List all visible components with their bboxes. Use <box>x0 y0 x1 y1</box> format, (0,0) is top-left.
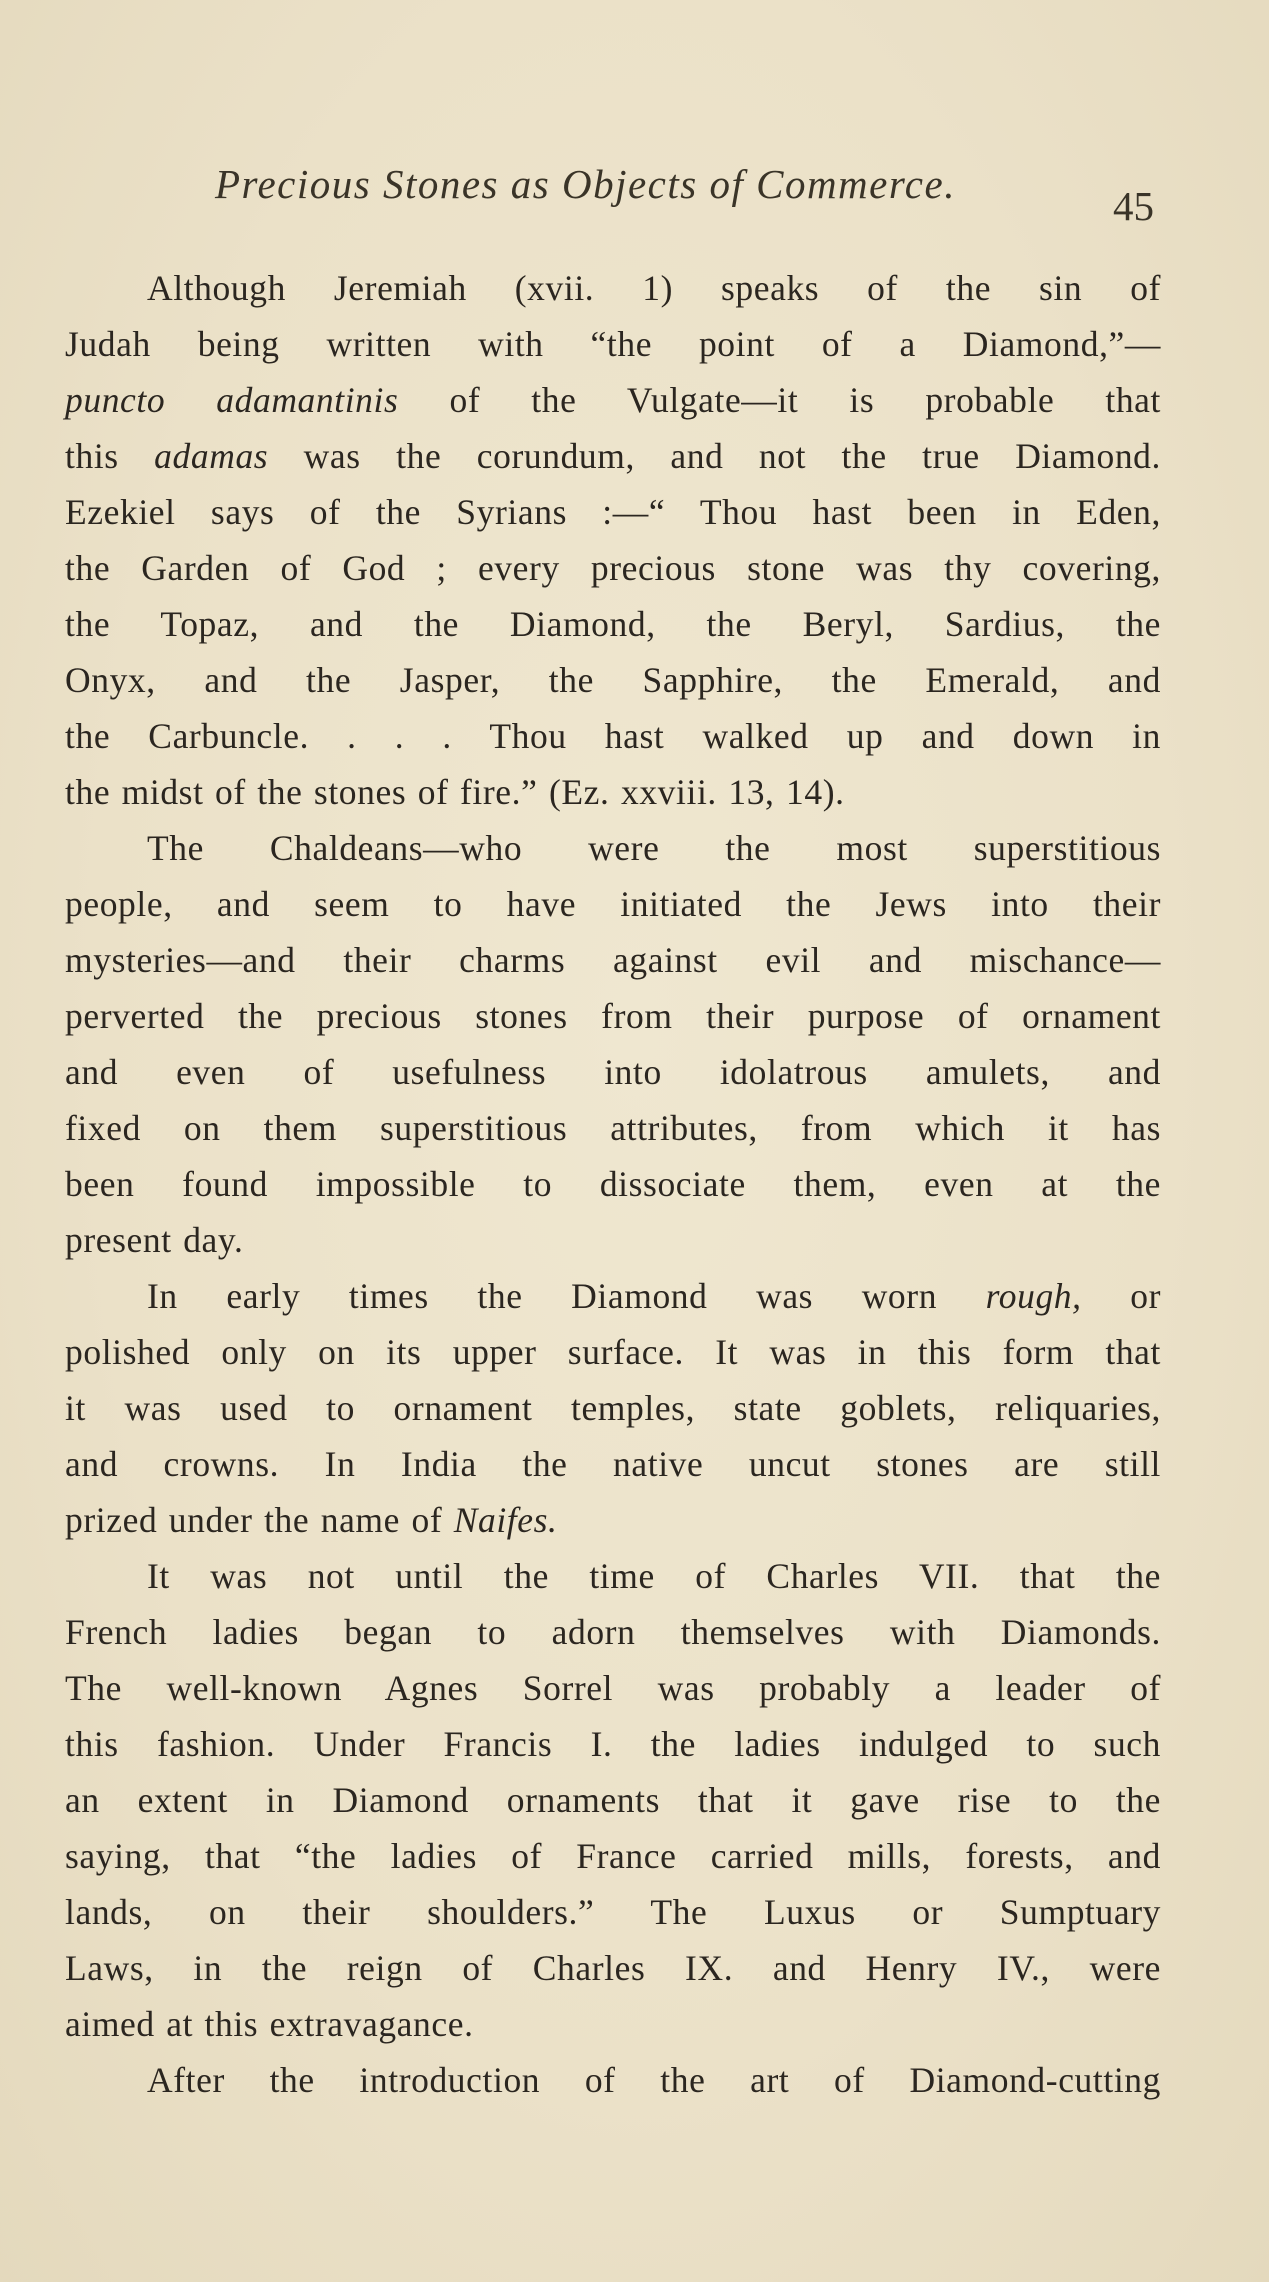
text-line <box>65 1324 1161 1380</box>
text-line <box>65 932 1161 988</box>
italic-text: adamas <box>154 436 269 476</box>
text-line <box>65 1884 1161 1940</box>
text-line <box>65 988 1161 1044</box>
text-segment: The well-known Agnes Sorrel was probably a leader of <box>65 1668 1161 1708</box>
running-title: Precious Stones as Objects of Commerce. <box>215 161 956 207</box>
body-text <box>65 260 1161 2108</box>
italic-text: Naifes. <box>453 1500 558 1540</box>
text-segment: fixed on them superstitious attributes, from which it has <box>65 1108 1161 1148</box>
text-segment: French ladies began to adorn themselves with Diamonds. <box>65 1612 1161 1652</box>
text-line <box>65 652 1161 708</box>
text-segment: the Carbuncle. . . . Thou hast walked up and down in <box>65 716 1161 756</box>
text-line <box>65 1996 1161 2052</box>
text-segment: Judah being written with “the point of a Diamond,”— <box>65 324 1161 364</box>
text-segment: mysteries—and their charms against evil and mischance— <box>65 940 1161 980</box>
text-line <box>65 1492 1161 1548</box>
text-segment: people, and seem to have initiated the Jews into their <box>65 884 1161 924</box>
text-line <box>65 1604 1161 1660</box>
text-line <box>65 764 1161 820</box>
text-line <box>65 540 1161 596</box>
text-line <box>65 1380 1161 1436</box>
text-segment: of the Vulgate—it is probable that <box>398 380 1161 420</box>
text-line <box>65 1828 1161 1884</box>
text-segment: The Chaldeans—who were the most superstitious <box>147 828 1161 868</box>
text-segment: Onyx, and the Jasper, the Sapphire, the Emerald, and <box>65 660 1161 700</box>
text-line <box>65 484 1161 540</box>
italic-text: puncto adamantinis <box>65 380 399 420</box>
text-segment: this <box>65 436 155 476</box>
italic-text: rough, <box>985 1276 1082 1316</box>
text-segment: or <box>1081 1276 1162 1316</box>
text-segment: the Garden of God ; every precious stone was thy covering, <box>65 548 1161 588</box>
text-segment: prized under the name of <box>65 1500 454 1540</box>
text-segment: and crowns. In India the native uncut stones are still <box>65 1444 1161 1484</box>
text-line <box>65 876 1161 932</box>
text-segment: In early times the Diamond was worn <box>147 1276 986 1316</box>
text-segment: the Topaz, and the Diamond, the Beryl, Sardius, the <box>65 604 1161 644</box>
text-line <box>65 1212 1161 1268</box>
text-segment: was the corundum, and not the true Diamond. <box>268 436 1161 476</box>
text-line <box>65 1156 1161 1212</box>
text-segment: It was not until the time of Charles VII. that the <box>147 1556 1161 1596</box>
text-segment: saying, that “the ladies of France carried mills, forests, and <box>65 1836 1161 1876</box>
text-segment: perverted the precious stones from their purpose of ornament <box>65 996 1161 1036</box>
text-line <box>65 316 1161 372</box>
text-segment: and even of usefulness into idolatrous amulets, and <box>65 1052 1161 1092</box>
text-line <box>65 1940 1161 1996</box>
page-number: 45 <box>1113 183 1154 229</box>
text-segment: Ezekiel says of the Syrians :—“ Thou hast been in Eden, <box>65 492 1161 532</box>
text-segment: Laws, in the reign of Charles IX. and Henry IV., were <box>65 1948 1161 1988</box>
text-segment: After the introduction of the art of Diamond-cutting <box>147 2060 1161 2100</box>
text-line <box>65 1268 1161 1324</box>
text-line <box>65 1436 1161 1492</box>
text-segment: it was used to ornament temples, state goblets, reliquaries, <box>65 1388 1161 1428</box>
text-line <box>65 2052 1161 2108</box>
text-line <box>65 1044 1161 1100</box>
text-segment: this fashion. Under Francis I. the ladies indulged to such <box>65 1724 1161 1764</box>
text-line <box>65 1548 1161 1604</box>
text-line <box>65 372 1161 428</box>
text-segment: lands, on their shoulders.” The Luxus or Sumptuary <box>65 1892 1161 1932</box>
text-line <box>65 1772 1161 1828</box>
text-line <box>65 708 1161 764</box>
text-line <box>65 428 1161 484</box>
text-segment: Although Jeremiah (xvii. 1) speaks of the sin of <box>147 268 1161 308</box>
running-head <box>0 160 1269 229</box>
text-segment: been found impossible to dissociate them, even at the <box>65 1164 1161 1204</box>
text-segment: polished only on its upper surface. It was in this form that <box>65 1332 1161 1372</box>
text-line <box>65 820 1161 876</box>
text-line <box>65 1100 1161 1156</box>
text-line <box>65 260 1161 316</box>
text-segment: an extent in Diamond ornaments that it gave rise to the <box>65 1780 1161 1820</box>
text-segment: aimed at this extravagance. <box>65 2004 474 2044</box>
text-line <box>65 1716 1161 1772</box>
text-line <box>65 596 1161 652</box>
text-segment: the midst of the stones of fire.” (Ez. xxviii. 13, 14). <box>65 772 845 812</box>
text-line <box>65 1660 1161 1716</box>
text-segment: present day. <box>65 1220 244 1260</box>
